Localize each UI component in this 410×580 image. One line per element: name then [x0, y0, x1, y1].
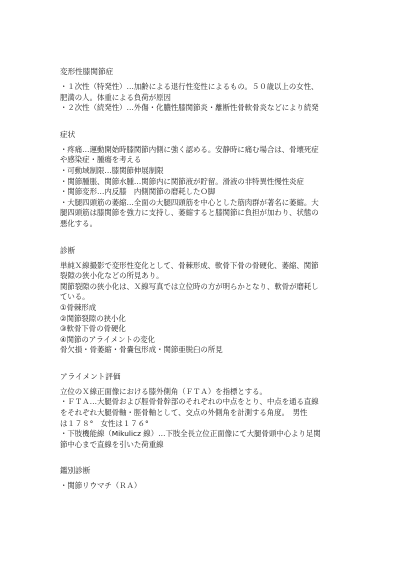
text-line: 肥満の人。体重による負荷が原因	[60, 92, 171, 102]
text-line: ③軟骨下骨の骨硬化	[60, 324, 126, 334]
section-diagnosis	[60, 245, 362, 356]
text-line: ・疼痛…運動開始時膝関節内側に強く認める。安静時に痛む場合は、骨壊死症	[60, 144, 319, 154]
text-line: ・２次性（続発性）…外傷・化膿性膝関節炎・離断性骨軟骨炎などにより続発	[60, 103, 319, 113]
section-heading: 変形性膝関節症	[60, 67, 114, 76]
text-line: 裂隙の狭小化などの所見あり。	[60, 271, 164, 281]
section-alignment	[60, 371, 362, 451]
text-line: 節中心まで直線を引いた荷重線	[60, 439, 164, 449]
section-differential	[60, 465, 362, 492]
text-line: ている。	[60, 292, 90, 302]
text-line: 悪化する。	[60, 218, 97, 228]
text-line: ②関節裂隙の狭小化	[60, 313, 126, 323]
text-line: ・ＦＴＡ…大腿骨および脛骨骨幹部のそれぞれの中点をとり、中点を通る直線	[60, 397, 319, 407]
text-line: 腿四頭筋は膝関節を強力に支持し、萎縮すると膝関節に負担が加わり、状態の	[60, 208, 319, 218]
section-symptoms	[60, 129, 362, 230]
section-heading: 診断	[60, 245, 76, 255]
text-line: ・関節変形…内反膝 内側関節の磨耗したＯ脚	[60, 187, 216, 197]
text-line: ・下肢機能線（Mikulicz 線）…下肢全長立位正面像にて大腿骨頭中心より足関	[60, 429, 321, 439]
text-line: や感染症・腫瘍を考える	[60, 155, 142, 165]
text-line: ・１次性（特発性）…加齢による退行性変性によるもの。５０歳以上の女性、	[60, 82, 319, 91]
text-line: をそれぞれ大腿骨軸・脛骨軸として、交点の外側角を計測する角度。 男性	[60, 408, 308, 418]
text-line: 単純Ｘ線撮影で変形性変化として、骨棘形成、軟骨下骨の骨硬化、萎縮、関節	[60, 260, 319, 270]
text-line: ④関節のアライメントの変化	[60, 334, 156, 344]
text-line: は１７８° 女性は１７６°	[60, 418, 149, 428]
section-heading: 症状	[60, 129, 76, 139]
document-page	[60, 66, 362, 502]
section-heading: アライメント評価	[60, 371, 121, 381]
section-heading: 鑑別診断	[60, 466, 91, 476]
text-line: 立位のＸ線正面像における膝外側角（ＦＴＡ）を指標とする。	[60, 386, 267, 396]
text-line: 関節裂隙の狭小化は、Ｘ線写真では立位時の方が明らかとなり、軟骨が磨耗し	[60, 281, 319, 291]
text-line: ・大腿四頭筋の萎縮…全面の大腿四頭筋を中心とした筋肉群が著名に萎縮。大	[60, 197, 319, 207]
text-line: 骨欠損・骨萎縮・骨嚢包形成・関節亜脱臼の所見	[60, 345, 223, 355]
text-line: ①骨棘形成	[60, 302, 97, 312]
text-line: ・関節腫脹、関節水腫…関節内に関節液が貯留。滑液の非特異性慢性炎症	[60, 176, 304, 186]
text-line: ・可動域制限…膝関節伸展制限	[60, 165, 164, 175]
text-line: ・関節リウマチ（ＲＡ）	[60, 481, 142, 491]
section-definition	[60, 66, 362, 114]
